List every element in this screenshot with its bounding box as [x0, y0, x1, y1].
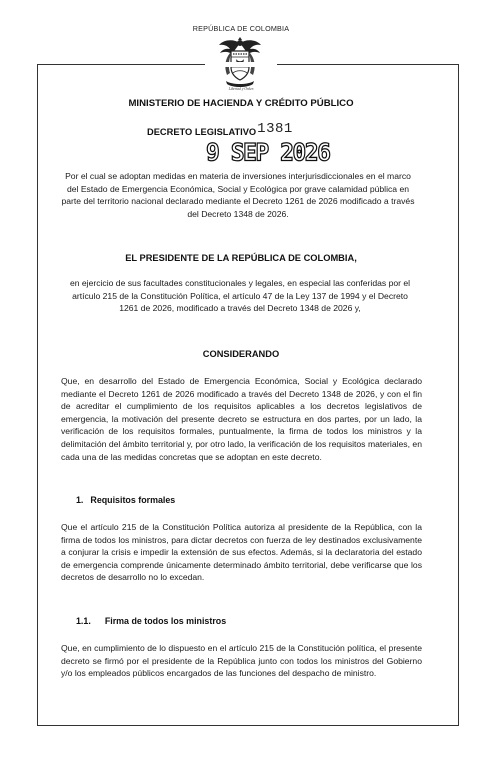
- decree-summary: Por el cual se adoptan medidas en materia de inversiones interjurisdiccionales en el marco del Estado de Emergencia Económica, Social y Ecológica por grave calamidad pública en parte del territorio nacional declarado mediante el Decreto 1261 de 2026 modificado a través del Decreto 1348 de 2026.: [61, 171, 415, 219]
- subsection-title: Firma de todos los ministros: [104, 616, 227, 626]
- decree-number: 1381: [257, 121, 293, 137]
- section-heading: [76, 495, 175, 505]
- section-number: 1.: [76, 495, 84, 505]
- subsection-number: 1.1.: [76, 616, 91, 626]
- considerando-paragraph: Que, en cumplimiento de lo dispuesto en el artículo 215 de la Constitución política, el presente decreto se firmó por el presidente de la República junto con todos los ministros del Gobierno y/o los empleados públicos encargados de las funciones del despacho de ministro.: [61, 643, 422, 679]
- subsection-heading: [76, 616, 226, 626]
- considerando-paragraph: Que, en desarrollo del Estado de Emergencia Económica, Social y Ecológica declarado mediante el Decreto 1261 de 2026 modificado a través del Decreto 1348 de 2026, y con el fin de acreditar el cumplimiento de los requisitos aplicables a los decretos legislativos de emergencia, la motivación del presente decreto se estructura en dos partes, por un lado, la verificación de los requisitos formales, puntualmente, la firma de todos los ministros y la delimitación del ámbito territorial y, por otro lado, la verificación de los requisitos materiales, en cada una de las medidas concretas que se adoptan en este decreto.: [61, 376, 422, 462]
- ministry-title: MINISTERIO DE HACIENDA Y CRÉDITO PÚBLICO: [128, 98, 354, 109]
- section-title: Requisitos formales: [90, 495, 176, 505]
- considerando-heading: CONSIDERANDO: [202, 349, 280, 359]
- decree-label: DECRETO LEGISLATIVO: [147, 127, 257, 137]
- president-heading: EL PRESIDENTE DE LA REPÚBLICA DE COLOMBIA,: [125, 253, 357, 263]
- considerando-paragraph: Que el artículo 215 de la Constitución Política autoriza al presidente de la República, con la firma de todos los ministros, para dictar decretos con fuerza de ley destinados exclusivamente a conjurar la crisis e impedir la extensión de sus efectos. Además, si la declaratoria del estado de emergencia comprende únicamente determinado ámbito territorial, debe verificarse que los decretos de desarrollo no lo excedan.: [61, 522, 422, 583]
- powers-paragraph: en ejercicio de sus facultades constitucionales y legales, en especial las conferidas por el artículo 215 de la Constitución Política, el artículo 47 de la Ley 137 de 1994 y el Decreto 1261 de 2026, modificado a través del Decreto 1348 de 2026 y,: [69, 278, 411, 314]
- date-stamp: 9 SEP 2026: [206, 139, 330, 167]
- country-header: REPÚBLICA DE COLOMBIA: [192, 24, 290, 33]
- seal-motto: Libertad y Orden: [228, 87, 254, 91]
- decree-line: [147, 121, 293, 140]
